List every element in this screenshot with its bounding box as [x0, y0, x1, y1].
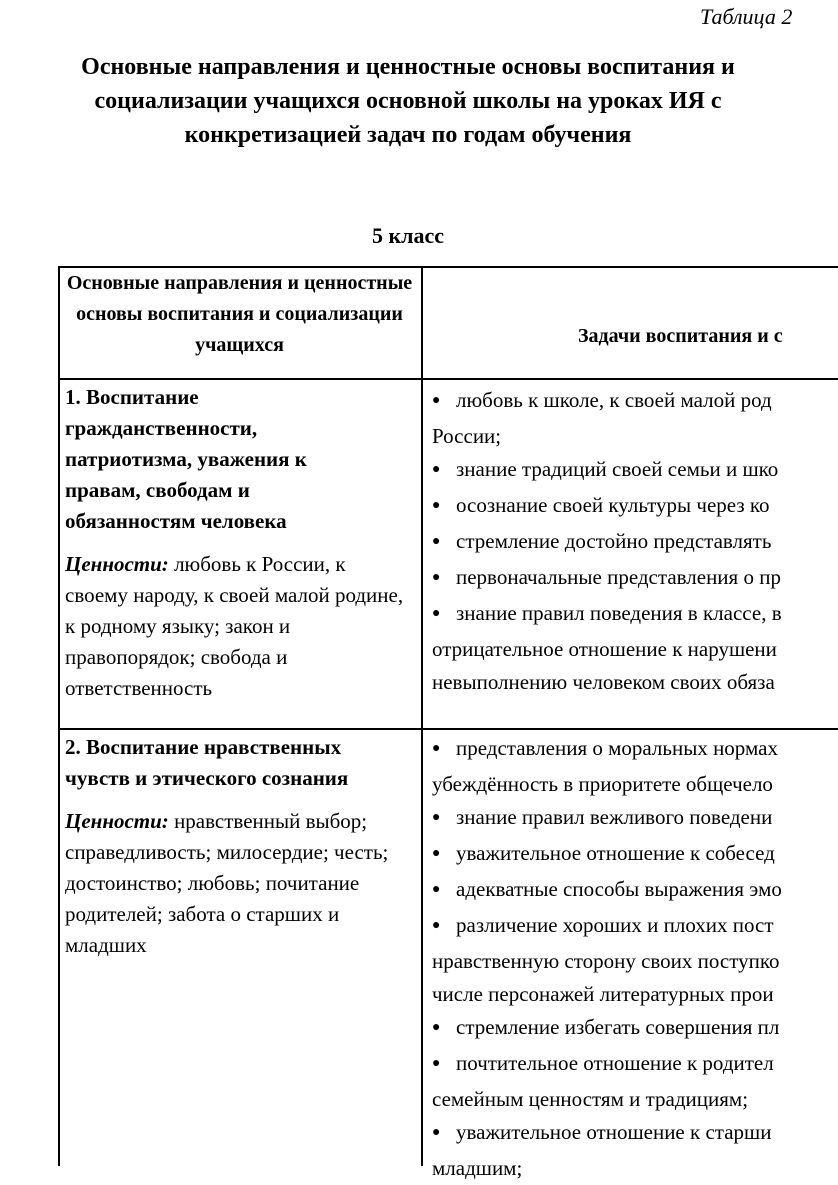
document-title — [0, 50, 816, 152]
task-item: ● стремление достойно представлять — [432, 525, 782, 561]
task-item: ● осознание своей культуры через ко — [432, 489, 782, 525]
bullet-icon: ● — [432, 393, 441, 408]
bullet-icon: ● — [432, 1125, 441, 1140]
bullet-icon: ● — [432, 1020, 441, 1035]
task-item: ● знание правил поведения в классе, в — [432, 597, 782, 633]
bullet-icon: ● — [432, 882, 441, 897]
bullet-icon: ● — [432, 918, 441, 933]
table-column-divider — [421, 266, 423, 1166]
task-item: России; — [432, 424, 502, 448]
direction-title: 1. Воспитание гражданственности, патриотизма, уважения к правам, свободам и обязанностям человека — [65, 385, 307, 533]
task-item: ● любовь к школе, к своей малой род — [432, 384, 782, 420]
grade-heading: 5 класс — [371, 223, 445, 248]
task-item: нравственную сторону своих поступко — [432, 949, 780, 973]
values-label: Ценности: — [65, 809, 169, 833]
values-content: любовь к России, к своему народу, к своей малой родине, к родному языку; закон и правопорядок; свобода и ответственность — [65, 552, 404, 700]
values-label: Ценности: — [65, 552, 169, 576]
task-item: ● стремление избегать совершения пл — [432, 1011, 782, 1047]
task-item: ● знание традиций своей семьи и шко — [432, 453, 782, 489]
task-item: ● уважительное отношение к старши — [432, 1116, 782, 1152]
task-item: ● представления о моральных нормах — [432, 732, 782, 768]
bullet-icon: ● — [432, 1056, 441, 1071]
task-list — [432, 384, 782, 699]
header-tasks: Задачи воспитания и с — [578, 325, 783, 347]
table-row-divider — [58, 378, 838, 380]
values-content: нравственный выбор; справедливость; милосердие; честь; достоинство; любовь; почитание родителей; забота о старших и младших — [65, 809, 389, 957]
education-table — [58, 266, 838, 1180]
values-text — [65, 806, 413, 961]
table-number-label: Таблица 2 — [700, 4, 793, 29]
title-line: социализации учащихся основной школы на уроках ИЯ с — [94, 88, 722, 114]
bullet-icon: ● — [432, 606, 441, 621]
table-row-direction — [65, 382, 413, 704]
task-item: ● уважительное отношение к собесед — [432, 837, 782, 873]
direction-title: 2. Воспитание нравственных чувств и этического сознания — [65, 735, 349, 790]
task-item: ● адекватные способы выражения эмо — [432, 873, 782, 909]
task-item: убеждённость в приоритете общечело — [432, 772, 773, 796]
bullet-icon: ● — [432, 846, 441, 861]
task-item: ● знание правил вежливого поведени — [432, 801, 782, 837]
values-text — [65, 549, 413, 704]
task-item: семейным ценностям и традициям; — [432, 1087, 749, 1111]
task-list — [432, 732, 782, 1185]
bullet-icon: ● — [432, 462, 441, 477]
table-border-left — [58, 266, 60, 1166]
task-item: ● различение хороших и плохих пост — [432, 909, 782, 945]
header-directions: Основные направления и ценностные основы воспитания и социализации учащихся — [66, 272, 413, 356]
bullet-icon: ● — [432, 534, 441, 549]
table-row-direction — [65, 732, 413, 961]
task-item: младшим; — [432, 1156, 523, 1180]
bullet-icon: ● — [432, 810, 441, 825]
task-item: ● первоначальные представления о пр — [432, 561, 782, 597]
task-item: ● почтительное отношение к родител — [432, 1047, 782, 1083]
title-line: Основные направления и ценностные основы воспитания и — [81, 54, 735, 80]
bullet-icon: ● — [432, 498, 441, 513]
bullet-icon: ● — [432, 741, 441, 756]
title-line: конкретизацией задач по годам обучения — [184, 122, 632, 148]
task-item: невыполнению человеком своих обяза — [432, 670, 775, 694]
table-row-divider — [58, 728, 838, 730]
task-item: отрицательное отношение к нарушени — [432, 637, 777, 661]
bullet-icon: ● — [432, 570, 441, 585]
task-item: числе персонажей литературных прои — [432, 982, 774, 1006]
